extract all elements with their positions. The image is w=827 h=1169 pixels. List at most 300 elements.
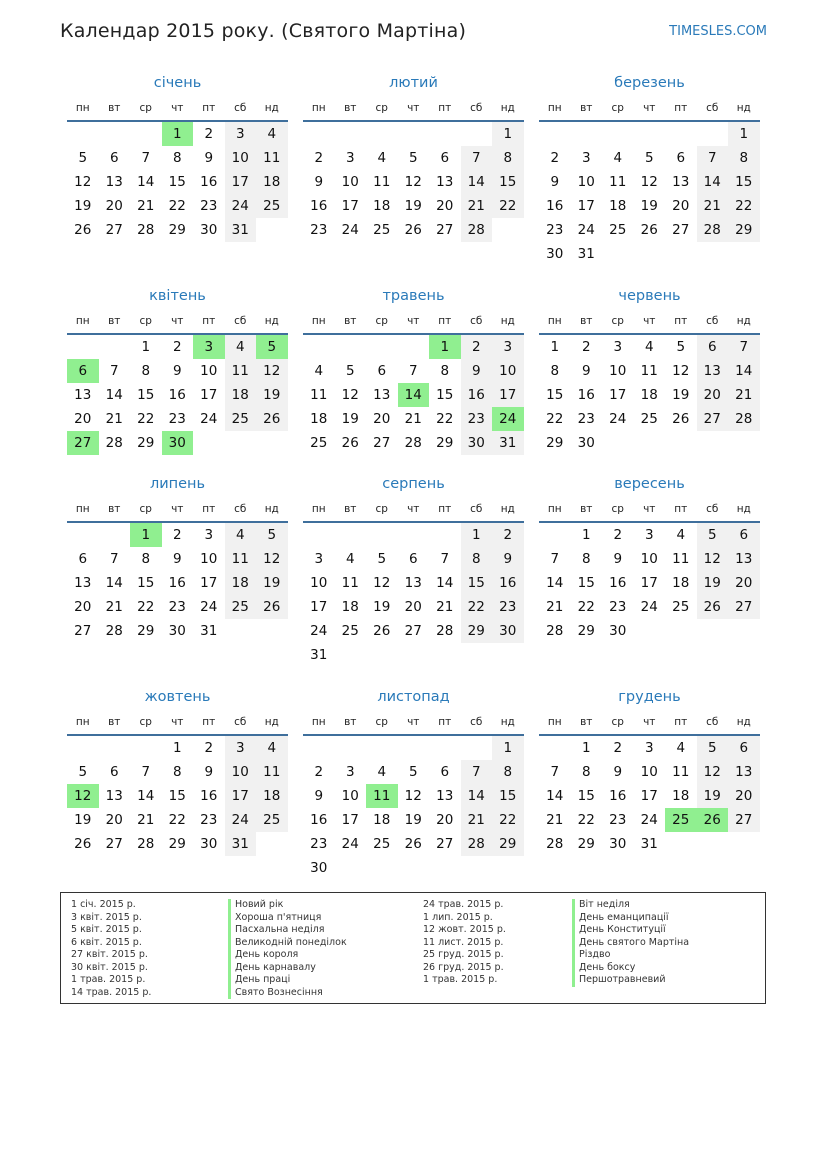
day-cell: 19	[74, 198, 92, 214]
holiday-day-cell: 11	[366, 784, 398, 808]
day-grid	[67, 122, 288, 242]
day-cell: 21	[728, 383, 760, 407]
holiday-day-cell: 1	[429, 335, 461, 359]
day-cell: 3	[613, 339, 623, 355]
day-cell: 9	[314, 788, 324, 804]
day-cell: 15	[492, 170, 524, 194]
day-cell: 11	[341, 575, 359, 591]
day-cell: 16	[200, 174, 218, 190]
day-cell: 3	[345, 150, 355, 166]
empty-cell	[67, 335, 99, 359]
day-cell: 30	[310, 860, 328, 876]
day-cell: 8	[440, 363, 450, 379]
weekday-label: пн	[75, 716, 90, 728]
day-cell: 8	[141, 363, 151, 379]
day-cell: 2	[550, 150, 560, 166]
day-cell: 20	[697, 383, 729, 407]
month-name: квітень	[149, 288, 206, 304]
day-cell: 29	[137, 623, 155, 639]
weekday-label: чт	[171, 503, 184, 515]
day-cell: 27	[74, 623, 92, 639]
day-cell: 25	[672, 599, 690, 615]
empty-cell	[303, 122, 335, 146]
day-cell: 15	[577, 788, 595, 804]
day-cell: 19	[640, 198, 658, 214]
day-cell: 16	[492, 571, 524, 595]
holiday-entry: Свято Вознесіння	[228, 987, 347, 1000]
day-cell: 15	[436, 387, 454, 403]
holiday-entry: Віт неділя	[572, 899, 689, 912]
day-cell: 15	[492, 784, 524, 808]
holiday-day-cell: 1	[130, 523, 162, 547]
holiday-entry: Першотравневий	[572, 974, 689, 987]
day-cell: 11	[225, 547, 257, 571]
day-cell: 17	[640, 575, 658, 591]
weekday-label: нд	[500, 315, 515, 327]
day-cell: 25	[609, 222, 627, 238]
day-cell: 14	[105, 387, 123, 403]
weekday-label: чт	[407, 503, 420, 515]
day-cell: 8	[461, 547, 493, 571]
day-grid	[539, 335, 760, 455]
day-cell: 29	[461, 619, 493, 643]
month-2	[303, 73, 524, 242]
holiday-day-cell: 3	[193, 335, 225, 359]
day-cell: 24	[200, 411, 218, 427]
day-cell: 12	[404, 174, 422, 190]
day-cell: 27	[436, 222, 454, 238]
holiday-entry: 1 лип. 2015 р.	[423, 911, 493, 923]
day-cell: 30	[577, 435, 595, 451]
day-cell: 12	[256, 359, 288, 383]
weekday-label: пт	[202, 102, 216, 114]
day-cell: 31	[492, 431, 524, 455]
holiday-day-cell: 6	[67, 359, 99, 383]
empty-cell	[303, 523, 335, 547]
weekday-label: сб	[706, 503, 719, 515]
holiday-day-cell: 1	[162, 122, 194, 146]
day-cell: 28	[404, 435, 422, 451]
weekday-label: пт	[202, 503, 216, 515]
day-cell: 24	[310, 623, 328, 639]
day-cell: 15	[137, 387, 155, 403]
holiday-entry: 24 трав. 2015 р.	[423, 899, 504, 910]
weekday-label: сб	[470, 102, 483, 114]
day-cell: 26	[373, 623, 391, 639]
day-cell: 6	[109, 150, 119, 166]
day-cell: 1	[550, 339, 560, 355]
day-cell: 14	[105, 575, 123, 591]
empty-cell	[429, 523, 461, 547]
day-cell: 7	[461, 760, 493, 784]
weekday-label: чт	[643, 716, 656, 728]
day-cell: 10	[310, 575, 328, 591]
month-name: травень	[382, 288, 445, 304]
day-cell: 14	[137, 174, 155, 190]
weekday-label: пт	[674, 716, 688, 728]
weekday-label: пн	[75, 503, 90, 515]
weekday-label: вт	[108, 716, 121, 728]
day-cell: 9	[613, 551, 623, 567]
weekday-label: нд	[736, 503, 751, 515]
day-cell: 4	[676, 527, 686, 543]
day-cell: 2	[314, 150, 324, 166]
day-cell: 7	[728, 335, 760, 359]
month-name: вересень	[614, 476, 685, 492]
day-cell: 16	[310, 198, 328, 214]
day-cell: 5	[408, 764, 418, 780]
day-cell: 13	[105, 788, 123, 804]
day-cell: 23	[546, 222, 564, 238]
day-cell: 22	[168, 198, 186, 214]
day-cell: 12	[697, 760, 729, 784]
day-cell: 7	[109, 551, 119, 567]
day-cell: 16	[310, 812, 328, 828]
day-cell: 17	[577, 198, 595, 214]
holiday-entry: День святого Мартіна	[572, 937, 689, 950]
day-cell: 13	[672, 174, 690, 190]
day-cell: 18	[640, 387, 658, 403]
weekday-label: чт	[407, 315, 420, 327]
day-cell: 22	[546, 411, 564, 427]
day-cell: 9	[172, 551, 182, 567]
day-cell: 24	[341, 222, 359, 238]
day-cell: 17	[341, 198, 359, 214]
day-cell: 3	[644, 740, 654, 756]
day-cell: 4	[256, 122, 288, 146]
day-cell: 6	[440, 150, 450, 166]
day-cell: 4	[644, 339, 654, 355]
day-cell: 24	[640, 812, 658, 828]
day-cell: 28	[728, 407, 760, 431]
weekday-label: пт	[674, 503, 688, 515]
weekday-label: сб	[706, 716, 719, 728]
day-cell: 4	[225, 523, 257, 547]
empty-cell	[99, 122, 131, 146]
weekday-label: нд	[500, 102, 515, 114]
day-cell: 25	[373, 836, 391, 852]
weekday-label: пн	[547, 503, 562, 515]
day-cell: 16	[577, 387, 595, 403]
day-cell: 25	[256, 194, 288, 218]
day-cell: 5	[676, 339, 686, 355]
day-cell: 22	[492, 808, 524, 832]
day-cell: 29	[577, 836, 595, 852]
day-cell: 17	[341, 812, 359, 828]
weekday-header	[539, 311, 760, 331]
empty-cell	[303, 335, 335, 359]
day-cell: 18	[609, 198, 627, 214]
day-cell: 13	[436, 788, 454, 804]
day-cell: 24	[577, 222, 595, 238]
day-cell: 11	[373, 174, 391, 190]
day-cell: 11	[672, 551, 690, 567]
day-cell: 3	[581, 150, 591, 166]
day-cell: 6	[676, 150, 686, 166]
weekday-label: ср	[611, 315, 624, 327]
month-7	[67, 474, 288, 643]
day-cell: 14	[546, 575, 564, 591]
day-cell: 29	[168, 836, 186, 852]
day-cell: 4	[377, 764, 387, 780]
weekday-label: нд	[736, 102, 751, 114]
weekday-label: пт	[674, 102, 688, 114]
month-10	[67, 687, 288, 856]
weekday-label: чт	[171, 102, 184, 114]
holiday-entry: 1 трав. 2015 р.	[71, 974, 146, 985]
day-cell: 4	[225, 335, 257, 359]
holiday-entry: Хороша п'ятниця	[228, 912, 347, 925]
weekday-label: сб	[470, 716, 483, 728]
day-cell: 7	[408, 363, 418, 379]
day-cell: 9	[204, 150, 214, 166]
weekday-label: ср	[139, 716, 152, 728]
weekday-label: нд	[736, 315, 751, 327]
day-cell: 30	[168, 623, 186, 639]
day-cell: 6	[440, 764, 450, 780]
day-cell: 30	[200, 836, 218, 852]
day-cell: 15	[461, 571, 493, 595]
day-cell: 15	[168, 174, 186, 190]
day-cell: 13	[404, 575, 422, 591]
weekday-label: ср	[139, 503, 152, 515]
day-cell: 12	[256, 547, 288, 571]
weekday-label: чт	[171, 315, 184, 327]
day-cell: 9	[172, 363, 182, 379]
day-cell: 6	[728, 523, 760, 547]
day-cell: 4	[676, 740, 686, 756]
month-name: жовтень	[144, 689, 211, 705]
day-cell: 17	[310, 599, 328, 615]
day-cell: 4	[613, 150, 623, 166]
holiday-entry: 5 квіт. 2015 р.	[71, 924, 142, 935]
day-cell: 24	[341, 836, 359, 852]
weekday-label: нд	[500, 716, 515, 728]
day-cell: 27	[728, 808, 760, 832]
weekday-label: чт	[643, 315, 656, 327]
day-cell: 20	[74, 411, 92, 427]
day-cell: 5	[78, 150, 88, 166]
day-cell: 13	[74, 575, 92, 591]
day-cell: 5	[377, 551, 387, 567]
day-cell: 17	[200, 575, 218, 591]
weekday-label: пн	[547, 102, 562, 114]
holiday-entry: День праці	[228, 974, 347, 987]
weekday-label: ср	[375, 102, 388, 114]
day-grid	[539, 736, 760, 856]
weekday-label: пн	[547, 315, 562, 327]
day-cell: 30	[461, 431, 493, 455]
month-name: липень	[149, 476, 206, 492]
day-cell: 23	[492, 595, 524, 619]
day-cell: 16	[546, 198, 564, 214]
day-grid	[67, 523, 288, 643]
day-cell: 13	[728, 760, 760, 784]
day-cell: 12	[74, 174, 92, 190]
weekday-label: вт	[580, 102, 593, 114]
day-cell: 6	[408, 551, 418, 567]
day-cell: 3	[644, 527, 654, 543]
month-4	[67, 286, 288, 455]
day-cell: 13	[728, 547, 760, 571]
day-cell: 14	[436, 575, 454, 591]
day-cell: 22	[137, 411, 155, 427]
day-cell: 26	[672, 411, 690, 427]
empty-cell	[335, 335, 367, 359]
day-cell: 22	[728, 194, 760, 218]
day-grid	[67, 736, 288, 856]
day-cell: 2	[172, 527, 182, 543]
day-cell: 8	[172, 764, 182, 780]
weekday-label: ср	[375, 315, 388, 327]
day-cell: 2	[613, 527, 623, 543]
weekday-header	[303, 98, 524, 118]
empty-cell	[99, 335, 131, 359]
day-cell: 3	[204, 527, 214, 543]
day-cell: 27	[404, 623, 422, 639]
day-cell: 1	[492, 736, 524, 760]
weekday-label: сб	[234, 315, 247, 327]
day-cell: 26	[404, 222, 422, 238]
holiday-entry: 25 груд. 2015 р.	[423, 949, 504, 960]
empty-cell	[130, 736, 162, 760]
weekday-label: пт	[202, 716, 216, 728]
weekday-label: чт	[643, 503, 656, 515]
weekday-label: вт	[108, 102, 121, 114]
holiday-entry: 14 трав. 2015 р.	[71, 986, 152, 998]
day-cell: 17	[492, 383, 524, 407]
day-cell: 17	[200, 387, 218, 403]
day-cell: 18	[373, 812, 391, 828]
weekday-header	[67, 712, 288, 732]
day-cell: 25	[256, 808, 288, 832]
day-cell: 2	[172, 339, 182, 355]
day-cell: 2	[204, 126, 214, 142]
day-cell: 31	[640, 836, 658, 852]
empty-cell	[461, 736, 493, 760]
day-cell: 17	[225, 170, 257, 194]
empty-cell	[398, 335, 430, 359]
day-cell: 13	[697, 359, 729, 383]
weekday-label: вт	[344, 315, 357, 327]
empty-cell	[398, 736, 430, 760]
empty-cell	[366, 335, 398, 359]
day-cell: 26	[74, 836, 92, 852]
holiday-dates-col2	[423, 899, 506, 987]
day-cell: 16	[200, 788, 218, 804]
empty-cell	[366, 736, 398, 760]
day-cell: 9	[492, 547, 524, 571]
weekday-label: вт	[108, 503, 121, 515]
day-cell: 8	[172, 150, 182, 166]
day-cell: 27	[105, 222, 123, 238]
day-cell: 17	[609, 387, 627, 403]
day-cell: 19	[697, 784, 729, 808]
day-cell: 15	[137, 575, 155, 591]
day-cell: 27	[105, 836, 123, 852]
weekday-header	[539, 712, 760, 732]
day-cell: 20	[373, 411, 391, 427]
empty-cell	[67, 523, 99, 547]
empty-cell	[429, 122, 461, 146]
empty-cell	[67, 122, 99, 146]
day-cell: 24	[225, 194, 257, 218]
day-cell: 29	[492, 832, 524, 856]
holiday-day-cell: 24	[492, 407, 524, 431]
day-cell: 29	[168, 222, 186, 238]
empty-cell	[429, 736, 461, 760]
empty-cell	[539, 122, 571, 146]
day-cell: 22	[577, 599, 595, 615]
day-cell: 4	[377, 150, 387, 166]
day-cell: 28	[546, 623, 564, 639]
weekday-label: пн	[75, 315, 90, 327]
day-cell: 12	[640, 174, 658, 190]
day-cell: 26	[697, 595, 729, 619]
day-cell: 19	[672, 387, 690, 403]
day-cell: 16	[461, 383, 493, 407]
day-cell: 20	[436, 198, 454, 214]
weekday-header	[67, 499, 288, 519]
day-grid	[539, 122, 760, 266]
day-cell: 25	[341, 623, 359, 639]
day-cell: 19	[373, 599, 391, 615]
day-cell: 23	[200, 198, 218, 214]
month-3	[539, 73, 760, 266]
day-cell: 23	[609, 599, 627, 615]
day-cell: 31	[310, 647, 328, 663]
day-cell: 10	[341, 174, 359, 190]
holiday-names-col1	[228, 899, 347, 999]
day-cell: 10	[640, 764, 658, 780]
weekday-label: вт	[344, 503, 357, 515]
day-cell: 10	[341, 788, 359, 804]
empty-cell	[99, 736, 131, 760]
weekday-label: сб	[234, 102, 247, 114]
day-cell: 27	[373, 435, 391, 451]
day-cell: 15	[546, 387, 564, 403]
empty-cell	[571, 122, 603, 146]
day-cell: 9	[550, 174, 560, 190]
day-cell: 18	[341, 599, 359, 615]
empty-cell	[335, 736, 367, 760]
holiday-entry: Великодній понеділок	[228, 937, 347, 950]
day-cell: 8	[728, 146, 760, 170]
weekday-label: пн	[311, 102, 326, 114]
holiday-day-cell: 26	[697, 808, 729, 832]
day-cell: 10	[225, 760, 257, 784]
day-cell: 6	[377, 363, 387, 379]
day-cell: 20	[74, 599, 92, 615]
day-cell: 4	[314, 363, 324, 379]
day-cell: 16	[168, 575, 186, 591]
day-cell: 5	[408, 150, 418, 166]
site-link[interactable]: TIMESLES.COM	[669, 24, 767, 39]
day-cell: 10	[200, 363, 218, 379]
weekday-header	[539, 98, 760, 118]
weekday-label: вт	[344, 716, 357, 728]
day-cell: 30	[609, 836, 627, 852]
weekday-label: нд	[264, 315, 279, 327]
day-cell: 23	[609, 812, 627, 828]
weekday-label: ср	[611, 102, 624, 114]
weekday-label: чт	[407, 102, 420, 114]
day-cell: 10	[225, 146, 257, 170]
day-cell: 1	[581, 527, 591, 543]
day-cell: 23	[461, 407, 493, 431]
day-cell: 7	[461, 146, 493, 170]
day-cell: 15	[168, 788, 186, 804]
